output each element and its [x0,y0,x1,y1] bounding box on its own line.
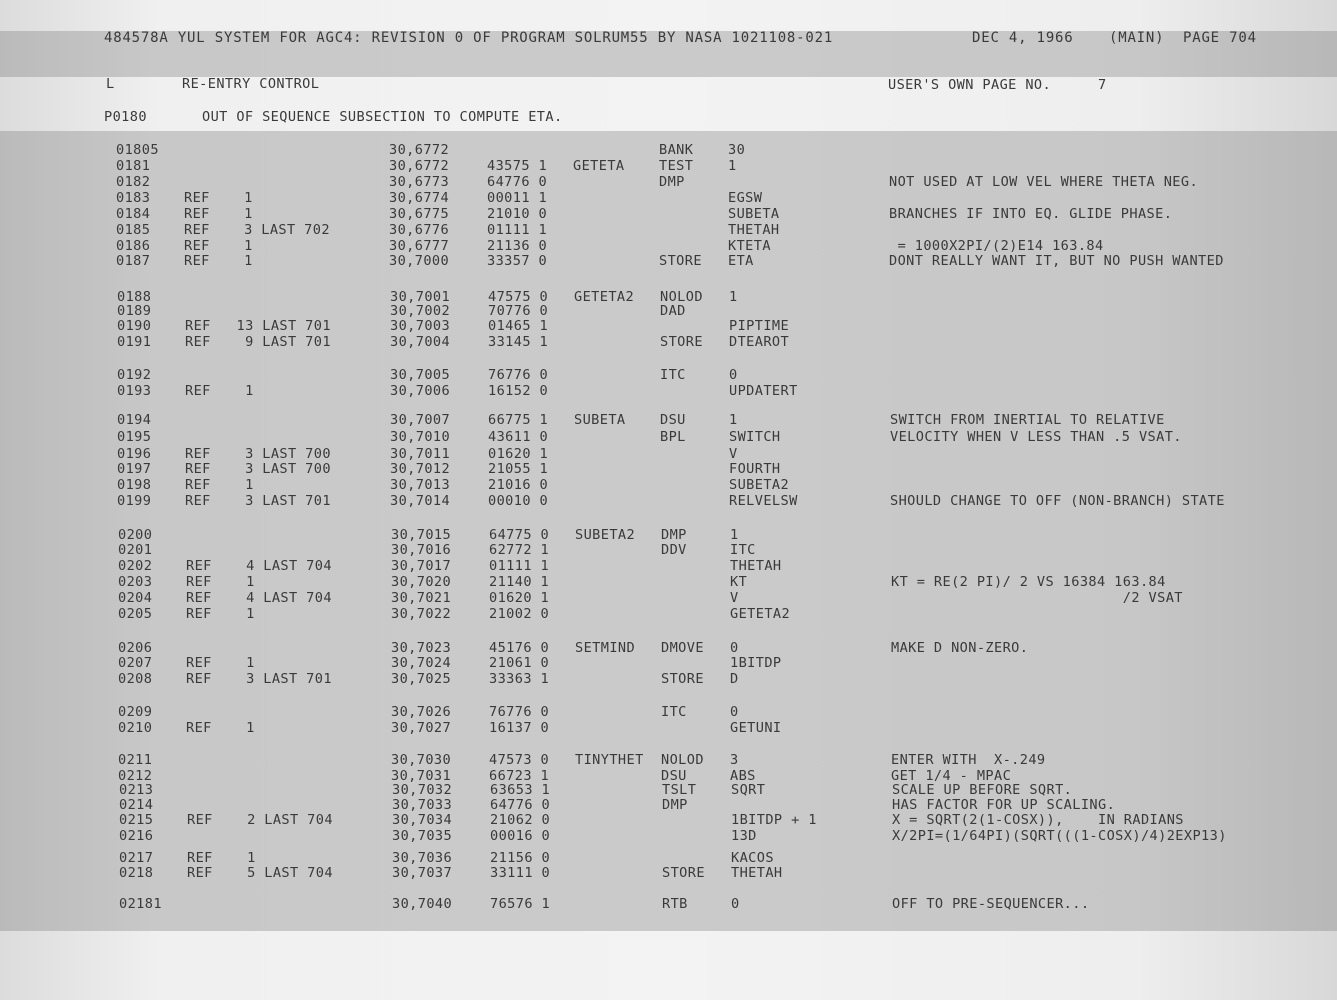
users-page-label: USER'S OWN PAGE NO. [888,77,1052,93]
line-number: 0208 [118,671,153,687]
comment: SCALE UP BEFORE SQRT. [892,782,1073,798]
operand: KTETA [728,238,771,254]
octal-word: 33357 0 [487,253,548,269]
address: 30,6774 [389,190,450,206]
operand: 1 [730,527,739,543]
comment: X = SQRT(2(1-COSX)), IN RADIANS [892,812,1184,828]
opcode: TEST [659,158,694,174]
address: 30,7025 [391,671,452,687]
octal-word: 47573 0 [489,752,550,768]
operand: GETETA2 [730,606,791,622]
octal-word: 64775 0 [489,527,550,543]
ref-info: REF 13 LAST 701 [185,318,331,334]
address: 30,7007 [390,412,451,428]
octal-word: 33145 1 [488,334,549,350]
ref-info: REF 3 LAST 702 [184,222,330,238]
line-number: 0196 [117,446,152,462]
operand: RELVELSW [729,493,798,509]
comment: DONT REALLY WANT IT, BUT NO PUSH WANTED [889,253,1224,269]
listing-section: (MAIN) [1109,30,1165,46]
comment: OFF TO PRE-SEQUENCER... [892,896,1090,912]
line-number: 0218 [119,865,154,881]
line-number: 0200 [118,527,153,543]
address: 30,7030 [391,752,452,768]
comment: BRANCHES IF INTO EQ. GLIDE PHASE. [889,206,1173,222]
line-number: 0206 [118,640,153,656]
ref-info: REF 1 [187,850,256,866]
comment: SWITCH FROM INERTIAL TO RELATIVE [890,412,1165,428]
operand: D [730,671,739,687]
line-number: 0205 [118,606,153,622]
address: 30,7024 [391,655,452,671]
ref-info: REF 1 [184,190,253,206]
address: 30,7013 [390,477,451,493]
operand: 0 [730,640,739,656]
address: 30,6772 [389,158,450,174]
opcode: STORE [662,865,705,881]
subsection-id: P0180 [104,109,147,125]
opcode: DAD [660,303,686,319]
opcode: ITC [661,704,687,720]
octal-word: 64776 0 [490,797,551,813]
operand: SQRT [731,782,766,798]
line-number: 0184 [116,206,151,222]
address: 30,7040 [392,896,453,912]
ref-info: REF 9 LAST 701 [185,334,331,350]
line-number: 0201 [118,542,153,558]
ref-info: REF 1 [186,720,255,736]
line-number: 0183 [116,190,151,206]
address: 30,7017 [391,558,452,574]
opcode: BANK [659,142,694,158]
line-number: 0207 [118,655,153,671]
ref-info: REF 5 LAST 704 [187,865,333,881]
octal-word: 76776 0 [489,704,550,720]
address: 30,7006 [390,383,451,399]
ref-info: REF 4 LAST 704 [186,590,332,606]
opcode: NOLOD [660,289,703,305]
opcode: STORE [661,671,704,687]
line-number: 0216 [119,828,154,844]
address: 30,7037 [392,865,453,881]
opcode: STORE [660,334,703,350]
address: 30,7002 [390,303,451,319]
opcode: DSU [661,768,687,784]
line-number: 0197 [117,461,152,477]
address: 30,7016 [391,542,452,558]
address: 30,7032 [392,782,453,798]
octal-word: 47575 0 [488,289,549,305]
ref-info: REF 3 LAST 700 [185,461,331,477]
line-number: 0217 [119,850,154,866]
ref-info: REF 2 LAST 704 [187,812,333,828]
address: 30,7026 [391,704,452,720]
ref-info: REF 1 [184,253,253,269]
operand: ITC [730,542,756,558]
subsection-title: OUT OF SEQUENCE SUBSECTION TO COMPUTE ETA. [202,109,563,125]
comment: X/2PI=(1/64PI)(SQRT(((1-COSX)/4)2EXP13) [892,828,1227,844]
operand: SWITCH [729,429,781,445]
operand: THETAH [728,222,780,238]
octal-word: 76576 1 [490,896,551,912]
line-number: 0192 [117,367,152,383]
line-number: 02181 [119,896,162,912]
opcode: RTB [662,896,688,912]
comment: VELOCITY WHEN V LESS THAN .5 VSAT. [890,429,1182,445]
octal-word: 00010 0 [488,493,549,509]
operand: EGSW [728,190,763,206]
operand: V [729,446,738,462]
octal-word: 21010 0 [487,206,548,222]
address: 30,7023 [391,640,452,656]
comment: /2 VSAT [891,590,1183,606]
label: GETETA2 [574,289,635,305]
octal-word: 62772 1 [489,542,550,558]
address: 30,7012 [390,461,451,477]
opcode: DMOVE [661,640,704,656]
line-number: 0186 [116,238,151,254]
octal-word: 70776 0 [488,303,549,319]
octal-word: 01111 1 [487,222,548,238]
address: 30,7031 [391,768,452,784]
address: 30,7035 [392,828,453,844]
octal-word: 01620 1 [488,446,549,462]
operand: PIPTIME [729,318,790,334]
address: 30,6775 [389,206,450,222]
listing-title: 484578A YUL SYSTEM FOR AGC4: REVISION 0 OF PROGRAM SOLRUM55 BY NASA 1021108-021 [104,30,834,46]
label: SUBETA [574,412,626,428]
opcode: DSU [660,412,686,428]
opcode: STORE [659,253,702,269]
octal-word: 45176 0 [489,640,550,656]
operand: V [730,590,739,606]
octal-word: 21016 0 [488,477,549,493]
ref-info: REF 1 [185,383,254,399]
line-number: 0204 [118,590,153,606]
octal-word: 43611 0 [488,429,549,445]
comment: MAKE D NON-ZERO. [891,640,1029,656]
address: 30,6772 [389,142,450,158]
label: SETMIND [575,640,636,656]
line-number: 0193 [117,383,152,399]
ref-info: REF 3 LAST 701 [185,493,331,509]
opcode: BPL [660,429,686,445]
ref-info: REF 1 [186,606,255,622]
log-letter: L [106,76,115,92]
octal-word: 43575 1 [487,158,548,174]
line-number: 0215 [119,812,154,828]
address: 30,7000 [389,253,450,269]
opcode: ITC [660,367,686,383]
address: 30,7011 [390,446,451,462]
line-number: 0185 [116,222,151,238]
line-number: 0199 [117,493,152,509]
ref-info: REF 1 [184,206,253,222]
address: 30,7021 [391,590,452,606]
operand: 1BITDP + 1 [731,812,817,828]
users-page-number: 7 [1098,77,1107,93]
opcode: DDV [661,542,687,558]
line-number: 0211 [118,752,153,768]
octal-word: 33363 1 [489,671,550,687]
address: 30,7027 [391,720,452,736]
opcode: DMP [659,174,685,190]
ref-info: REF 4 LAST 704 [186,558,332,574]
comment: ENTER WITH X-.249 [891,752,1046,768]
line-number: 0202 [118,558,153,574]
opcode: DMP [661,527,687,543]
operand: 30 [728,142,746,158]
line-number: 0195 [117,429,152,445]
octal-word: 16152 0 [488,383,549,399]
line-number: 0187 [116,253,151,269]
line-number: 0213 [119,782,154,798]
ref-info: REF 1 [186,655,255,671]
line-number: 0203 [118,574,153,590]
operand: 1 [728,158,737,174]
octal-word: 64776 0 [487,174,548,190]
address: 30,7022 [391,606,452,622]
ref-info: REF 1 [184,238,253,254]
comment: = 1000X2PI/(2)E14 163.84 [889,238,1104,254]
octal-word: 21055 1 [488,461,549,477]
octal-word: 21156 0 [490,850,551,866]
address: 30,7033 [392,797,453,813]
octal-word: 66775 1 [488,412,549,428]
address: 30,6773 [389,174,450,190]
octal-word: 33111 0 [490,865,551,881]
listing-date: DEC 4, 1966 [972,30,1074,46]
opcode: DMP [662,797,688,813]
operand: 0 [730,704,739,720]
operand: DTEAROT [729,334,790,350]
address: 30,6776 [389,222,450,238]
line-number: 0191 [117,334,152,350]
operand: SUBETA2 [729,477,790,493]
operand: GETUNI [730,720,782,736]
address: 30,7010 [390,429,451,445]
opcode: TSLT [662,782,697,798]
address: 30,7020 [391,574,452,590]
line-number: 0189 [117,303,152,319]
ref-info: REF 1 [185,477,254,493]
octal-word: 01620 1 [489,590,550,606]
operand: KACOS [731,850,774,866]
line-number: 0194 [117,412,152,428]
operand: KT [730,574,748,590]
address: 30,7036 [392,850,453,866]
operand: 0 [729,367,738,383]
address: 30,6777 [389,238,450,254]
operand: 13D [731,828,757,844]
label: TINYTHET [575,752,644,768]
line-number: 0181 [116,158,151,174]
octal-word: 66723 1 [489,768,550,784]
operand: SUBETA [728,206,780,222]
address: 30,7034 [392,812,453,828]
label: GETETA [573,158,625,174]
address: 30,7014 [390,493,451,509]
octal-word: 76776 0 [488,367,549,383]
octal-word: 21062 0 [490,812,551,828]
comment: NOT USED AT LOW VEL WHERE THETA NEG. [889,174,1199,190]
operand: 1BITDP [730,655,782,671]
line-number: 0210 [118,720,153,736]
operand: FOURTH [729,461,781,477]
address: 30,7001 [390,289,451,305]
comment: KT = RE(2 PI)/ 2 VS 16384 163.84 [891,574,1166,590]
ref-info: REF 3 LAST 701 [186,671,332,687]
comment: GET 1/4 - MPAC [891,768,1012,784]
octal-word: 21002 0 [489,606,550,622]
operand: ETA [728,253,754,269]
log-section: RE-ENTRY CONTROL [182,76,320,92]
operand: THETAH [730,558,782,574]
line-number: 0182 [116,174,151,190]
ref-info: REF 1 [186,574,255,590]
address: 30,7004 [390,334,451,350]
line-number: 0212 [118,768,153,784]
operand: THETAH [731,865,783,881]
line-number: 0214 [119,797,154,813]
page-number: PAGE 704 [1183,30,1257,46]
address: 30,7003 [390,318,451,334]
line-number: 0209 [118,704,153,720]
octal-word: 00011 1 [487,190,548,206]
octal-word: 01111 1 [489,558,550,574]
octal-word: 01465 1 [488,318,549,334]
operand: 0 [731,896,740,912]
octal-word: 00016 0 [490,828,551,844]
address: 30,7015 [391,527,452,543]
octal-word: 63653 1 [490,782,551,798]
octal-word: 21061 0 [489,655,550,671]
address: 30,7005 [390,367,451,383]
operand: 1 [729,412,738,428]
comment: SHOULD CHANGE TO OFF (NON-BRANCH) STATE [890,493,1225,509]
operand: ABS [730,768,756,784]
octal-word: 21136 0 [487,238,548,254]
line-number: 0198 [117,477,152,493]
label: SUBETA2 [575,527,636,543]
line-number: 01805 [116,142,159,158]
octal-word: 16137 0 [489,720,550,736]
operand: UPDATERT [729,383,798,399]
octal-word: 21140 1 [489,574,550,590]
line-number: 0188 [117,289,152,305]
comment: HAS FACTOR FOR UP SCALING. [892,797,1116,813]
line-number: 0190 [117,318,152,334]
ref-info: REF 3 LAST 700 [185,446,331,462]
opcode: NOLOD [661,752,704,768]
operand: 1 [729,289,738,305]
operand: 3 [730,752,739,768]
